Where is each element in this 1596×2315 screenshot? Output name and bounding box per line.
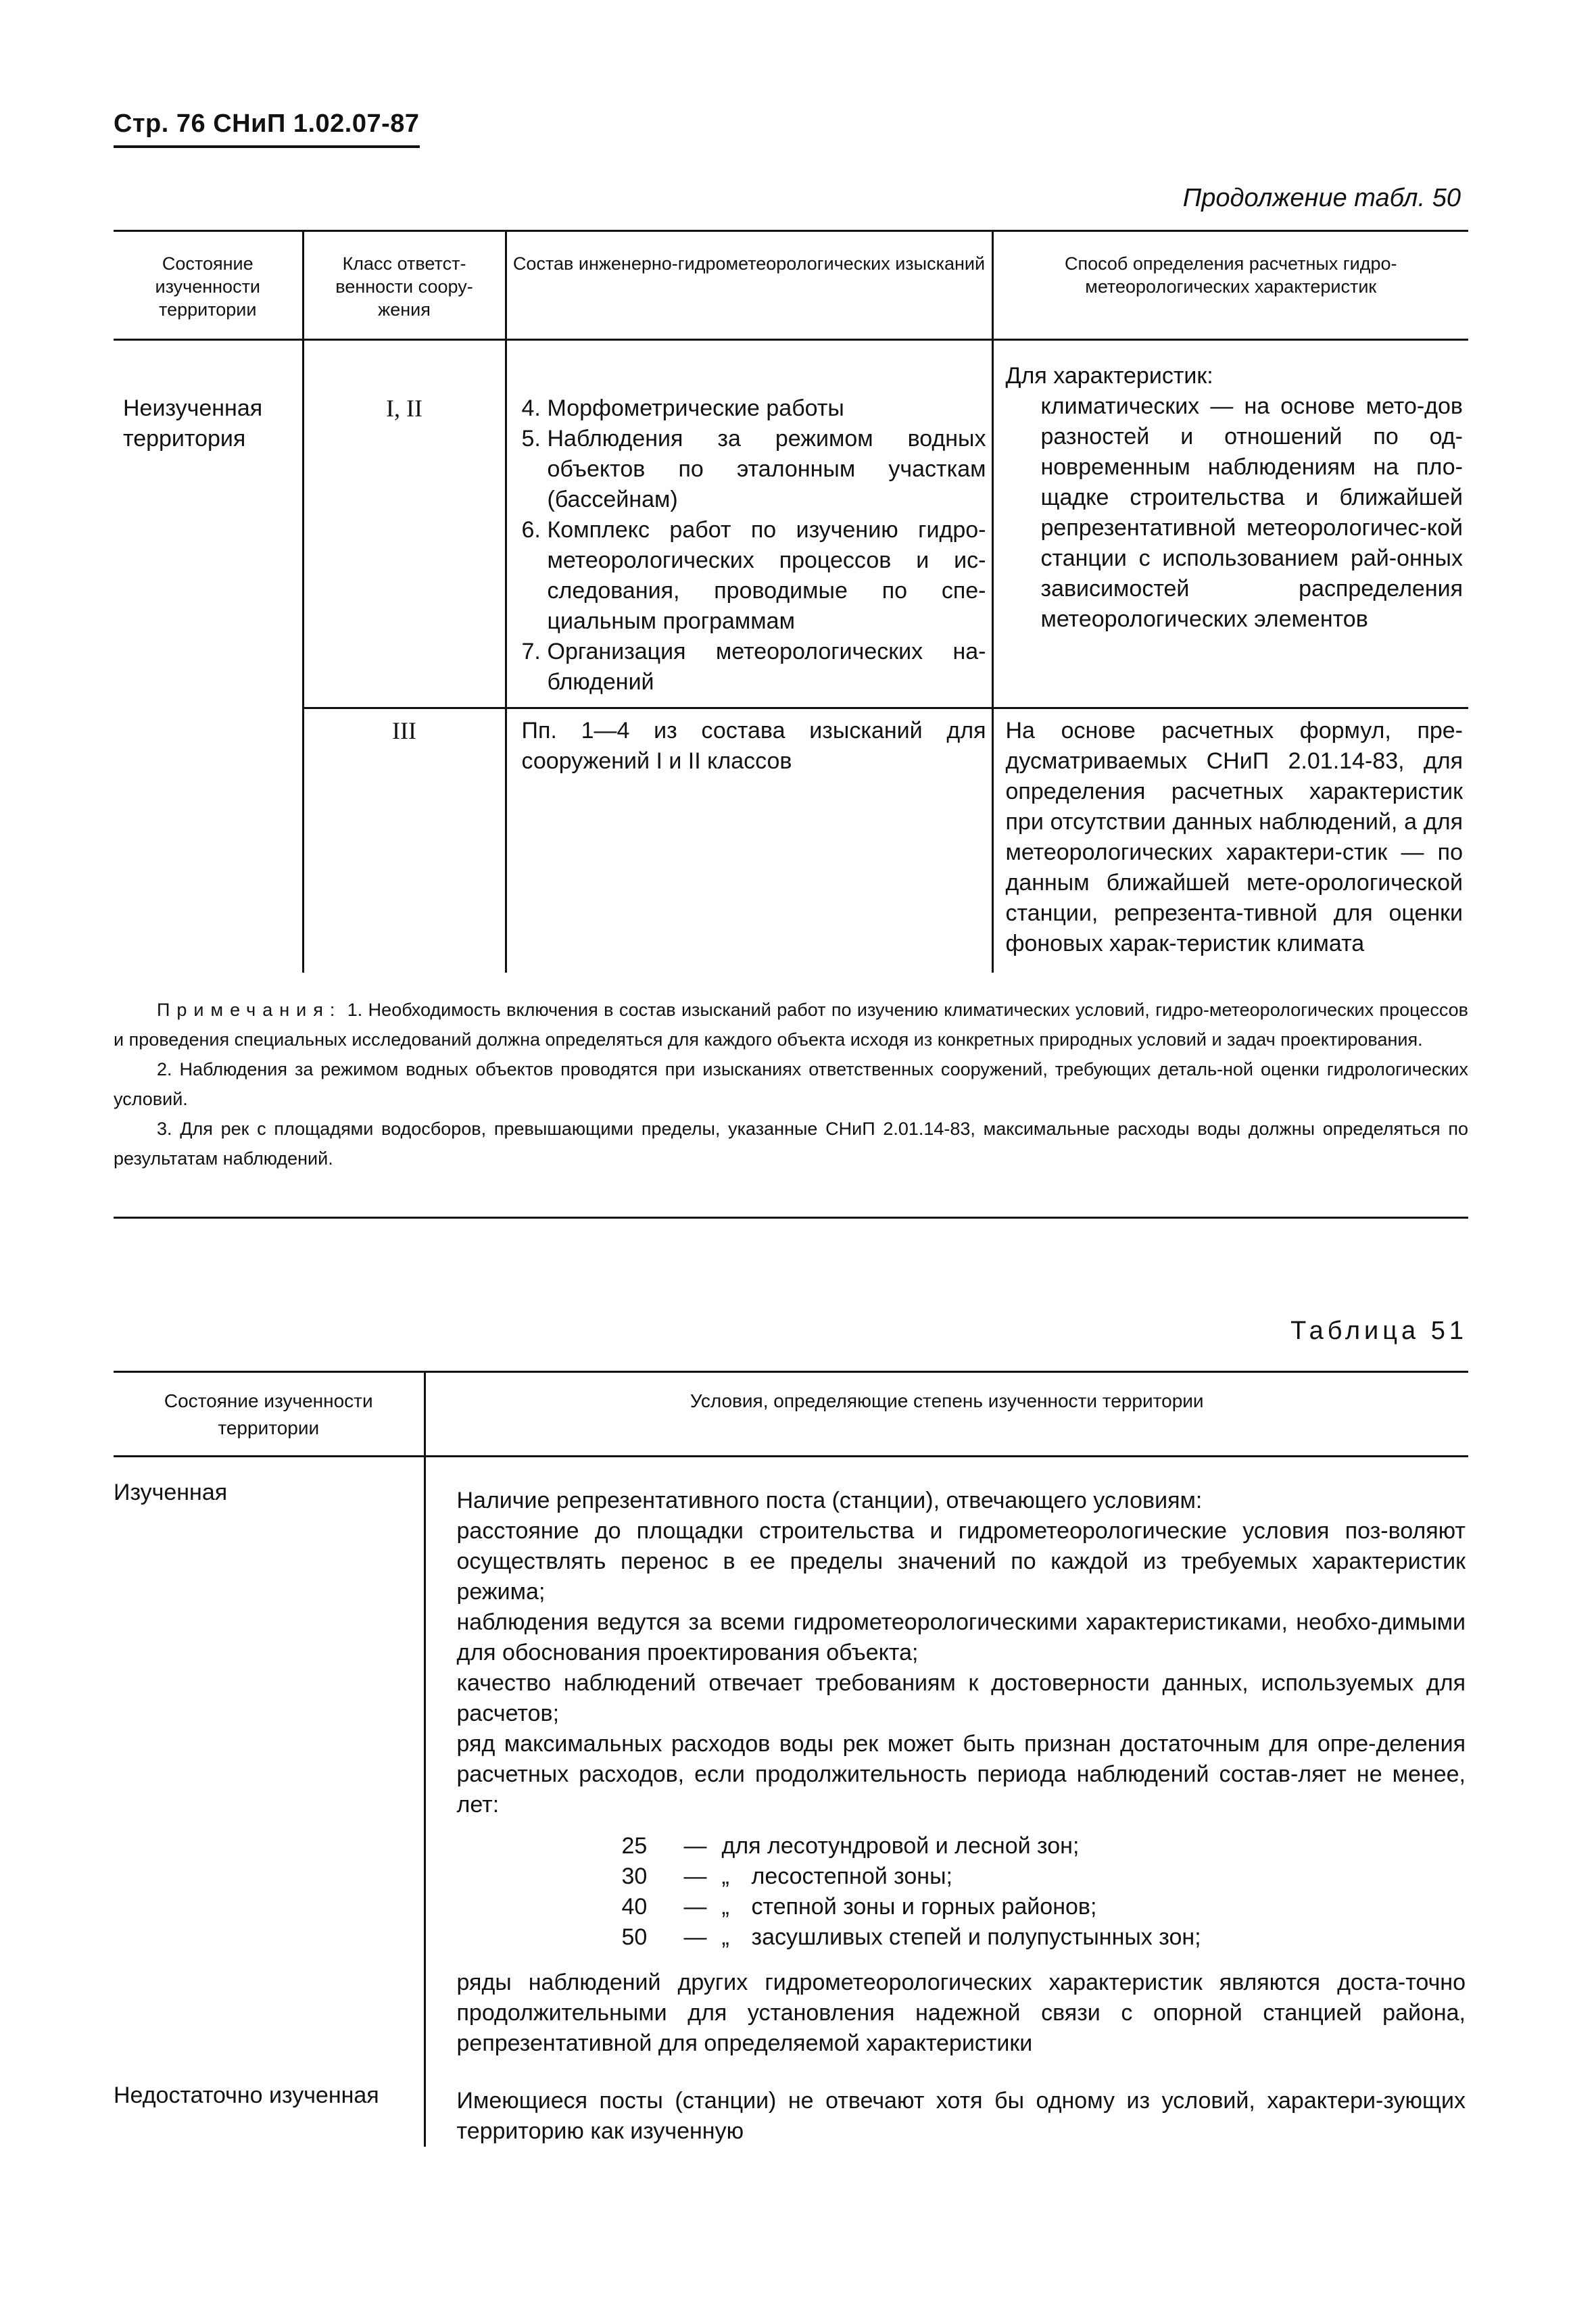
table-50-notes [114,995,1468,1173]
t50-works-cell: Пп. 1—4 из состава изысканий для сооружений I и II классов [506,708,992,973]
table-50-header-row [114,231,1468,340]
t50-works-list [522,393,986,698]
list-item: 6. Комплекс работ по изучению гидро-метеорологических процессов и ис-следования, проводимые по спе-циальным программам [521,517,986,634]
t50-col-works: Состав инженерно-гидрометеорологических изысканий [506,231,992,340]
t50-method-text: климатических — на основе мето-дов разностей и отношений по од-новременным наблюдениям на пло-щадке строительства и ближайшей репрезентативной метеорологичес-кой станции с использованием рай-онных зависимостей распределения метеорологических элементов [1040,393,1463,632]
t50-col-class: Класс ответст-венности соору-жения [303,231,506,340]
t50-col-method: Способ определения расчетных гидро-метеорологических характеристик [992,231,1468,340]
t51-condition-other-series: ряды наблюдений других гидрометеорологических характеристик являются доста-точно продолжительными для установления надежной связи с опорной станцией района, репрезентативной для определяемой характеристики [456,1970,1466,2056]
t50-method-lead: Для характеристик: [1005,363,1213,389]
table-51-title: Таблица 51 [1290,1317,1468,1345]
list-item: 50 — „ засушливых степей и полупустынных зон; [621,1924,1201,1950]
section-divider [114,1217,1468,1219]
table-51 [114,1371,1468,2147]
table-row [114,1457,1468,2077]
list-item: 30 — „ лесостепной зоны; [621,1863,952,1889]
table-row [114,340,1468,708]
page-header-code: Стр. 76 СНиП 1.02.07-87 [114,109,420,148]
t50-state-empty [114,708,303,973]
t51-condition-quality: качество наблюдений отвечает требованиям к достоверности данных, используемых для расчетов; [456,1670,1466,1726]
list-item: 5. Наблюдения за режимом водных объектов по эталонным участкам (бассейнам) [521,426,986,512]
t50-class-cell: III [303,708,506,973]
note-2: 2. Наблюдения за режимом водных объектов проводятся при изысканиях ответственных сооружений, требующих деталь-ной оценки гидрологических условий. [114,1059,1468,1109]
t51-state-cell: Недостаточно изученная [114,2082,379,2108]
table-50 [114,230,1468,973]
table-row [114,708,1468,973]
notes-label: Примечания: [157,1000,342,1020]
t51-col-state: Состояние изученности территории [114,1372,425,1457]
t51-condition-series: ряд максимальных расходов воды рек может быть признан достаточным для опре-деления расчетных расходов, если продолжительность периода наблюдений состав-ляет не менее, лет: [456,1731,1466,1818]
t51-state-cell: Изученная [114,1480,228,1505]
t51-years-list [622,1831,1466,1953]
note-3: 3. Для рек с площадями водосборов, превышающими пределы, указанные СНиП 2.01.14-83, максимальные расходы воды должны определяться по результатам наблюдений. [114,1119,1468,1169]
t50-class-cell: I, II [303,340,506,708]
table-51-header-row [114,1372,1468,1457]
t51-conditions-cell [425,1457,1468,2077]
table-continuation-label: Продолжение табл. 50 [1182,184,1461,212]
list-item: 40 — „ степной зоны и горных районов; [621,1894,1097,1920]
note-1: Примечания: 1. Необходимость включения в состав изысканий работ по изучению климатических условий, гидро-метеорологических процессов и проведения специальных исследований должна определяться для каждого объекта исходя из конкретных природных условий и задач проектирования. [114,1000,1468,1050]
t50-state-cell: Неизученная территория [123,395,263,452]
list-item: 25 — для лесотундровой и лесной зон; [621,1833,1080,1859]
t51-condition-distance: расстояние до площадки строительства и гидрометеорологические условия поз-воляют осуществлять перенос в ее пределы значений по каждой из требуемых характеристик режима; [456,1518,1466,1605]
table-row [114,2076,1468,2147]
t51-condition-intro: Наличие репрезентативного поста (станции), отвечающего условиям: [456,1488,1203,1513]
list-item: 4. Морфометрические работы [521,395,844,421]
t51-col-conditions: Условия, определяющие степень изученности территории [425,1372,1468,1457]
t51-condition-observations: наблюдения ведутся за всеми гидрометеорологическими характеристиками, необхо-димыми для обоснования проектирования объекта; [456,1609,1466,1665]
t51-conditions-cell: Имеющиеся посты (станции) не отвечают хотя бы одному из условий, характери-зующих территорию как изученную [425,2076,1468,2147]
t50-method-cell [992,340,1468,708]
t50-method-cell: На основе расчетных формул, пре-дусматриваемых СНиП 2.01.14-83, для определения расчетных характеристик при отсутствии данных наблюдений, а для метеорологических характери-стик — по данным ближайшей мете-орологической станции, репрезента-тивной для оценки фоновых харак-теристик климата [992,708,1468,973]
list-item: 7. Организация метеорологических на-блюдений [521,639,986,695]
t50-works-cell [506,340,992,708]
t50-col-state: Состояние изученности территории [114,231,303,340]
